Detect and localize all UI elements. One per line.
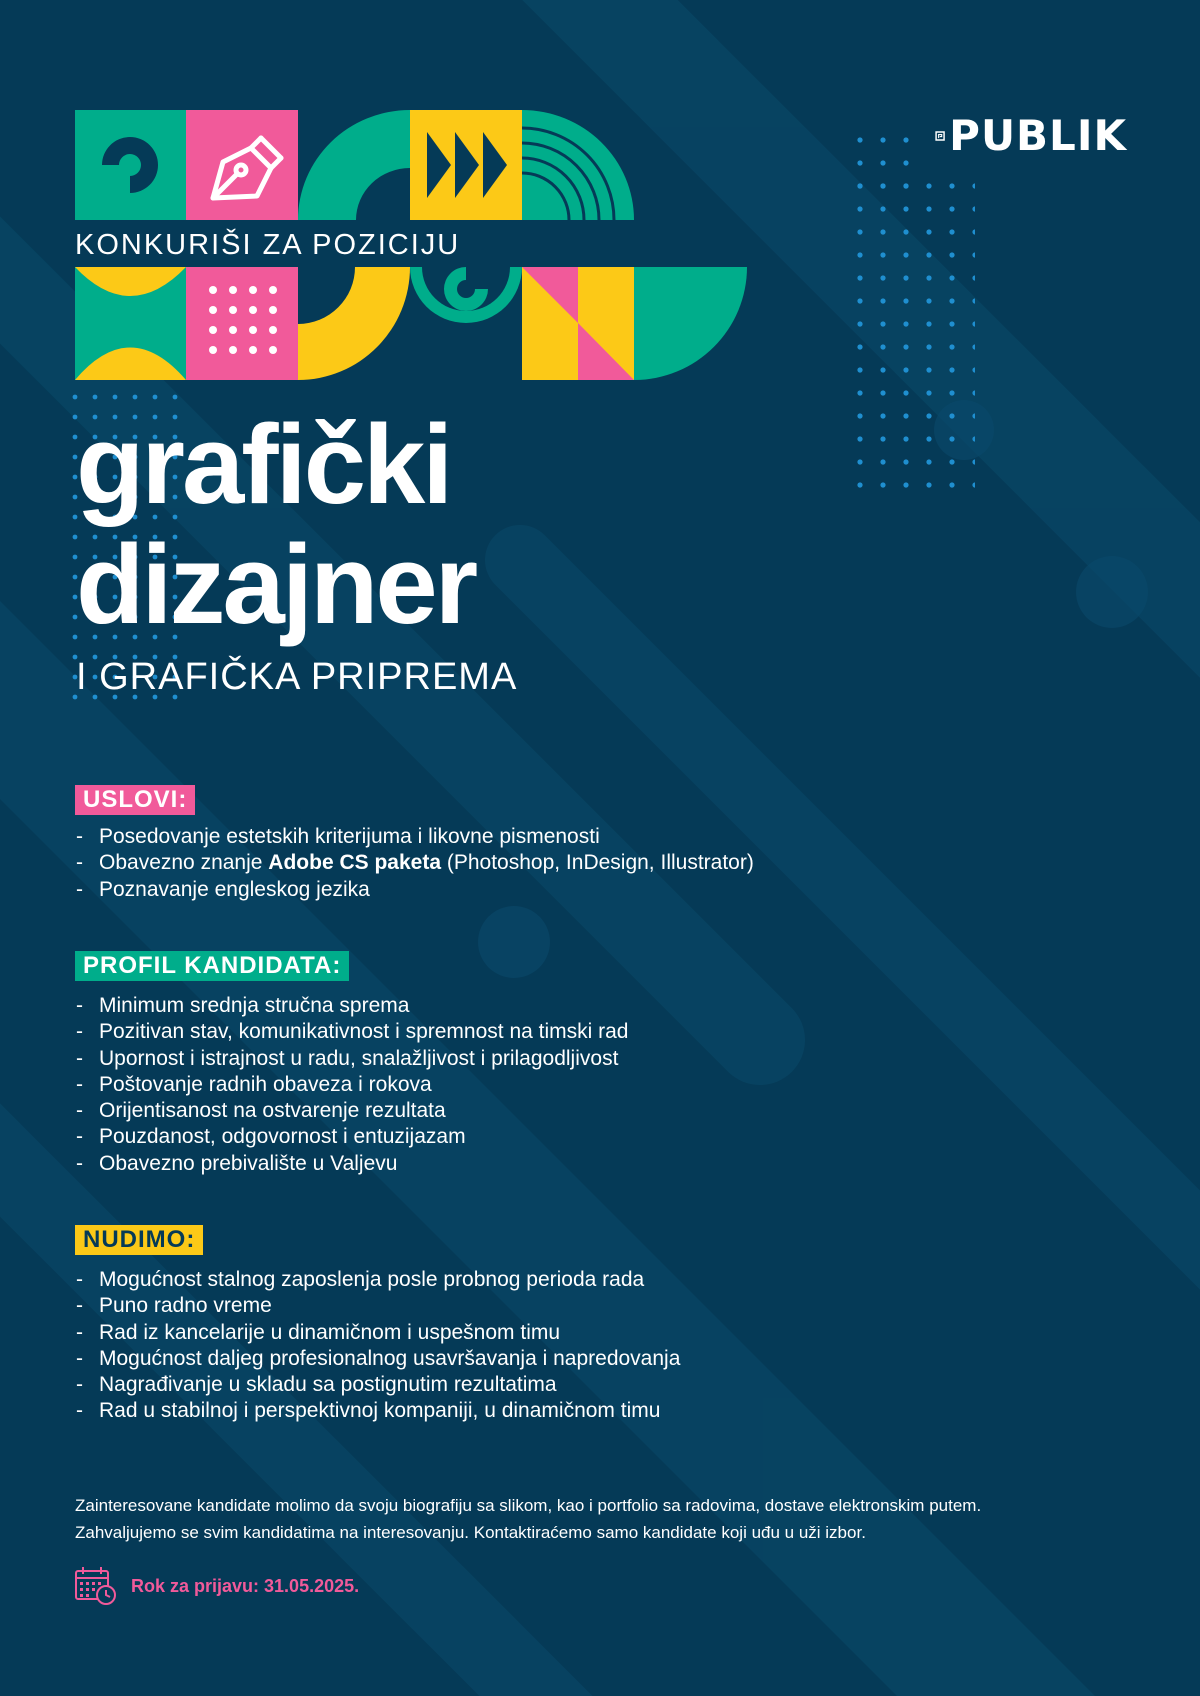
list-item: - Rad iz kancelarije u dinamičnom i uspešnom timu: [76, 1320, 561, 1344]
calendar-clock-icon: [75, 1566, 117, 1606]
position-kicker: KONKURIŠI ZA POZICIJU: [75, 229, 461, 261]
footer-line-1: Zainteresovane kandidate molimo da svoju biografiju sa slikom, kao i portfolio sa radovima, dostave elektronskim putem.: [75, 1496, 982, 1515]
list-item: - Puno radno vreme: [76, 1294, 272, 1318]
list-item: - Obavezno prebivalište u Valjevu: [76, 1151, 398, 1175]
job-title: [76, 402, 476, 647]
adobe-cs-highlight: Adobe CS paketa: [268, 851, 442, 875]
profil-list: [76, 993, 628, 1177]
list-item: - Poznavanje engleskog jezika: [76, 877, 370, 901]
dot-grid-right: [855, 135, 975, 505]
list-item: - Mogućnost stalnog zaposlenja posle probnog perioda rada: [76, 1268, 645, 1291]
list-item: - Orijentisanost na ostvarenje rezultata: [76, 1099, 446, 1123]
deadline-text: Rok za prijavu: 31.05.2025.: [131, 1575, 360, 1596]
job-title-line2: dizajner: [76, 522, 476, 647]
section-label-profil: PROFIL KANDIDATA:: [75, 951, 349, 981]
section-label-nudimo: NUDIMO:: [75, 1225, 203, 1255]
list-item: - Pouzdanost, odgovornost i entuzijazam: [76, 1125, 466, 1149]
list-item: - Minimum srednja stručna sprema: [76, 994, 410, 1017]
list-item: - Mogućnost daljeg profesionalnog usavršavanja i napredovanja: [76, 1346, 681, 1370]
list-item: - Poštovanje radnih obaveza i rokova: [76, 1072, 432, 1096]
list-item: - Nagrađivanje u skladu sa postignutim rezultatima: [76, 1373, 557, 1397]
logo-wordmark: PUBLIK: [949, 111, 1127, 160]
deadline: [75, 1566, 359, 1606]
list-item: - Pozitivan stav, komunikativnost i spremnost na timski rad: [76, 1020, 629, 1044]
list-item: - Rad u stabilnoj i perspektivnoj kompaniji, u dinamičnom timu: [76, 1399, 661, 1423]
footer-note: [75, 1492, 1135, 1546]
footer-line-2: Zahvaljujemo se svim kandidatima na interesovanju. Kontaktiraćemo samo kandidate koji uđu u uži izbor.: [75, 1523, 866, 1542]
uslovi-list: [76, 824, 754, 903]
section-label-uslovi: USLOVI:: [75, 785, 195, 815]
list-item: - Posedovanje estetskih kriterijuma i likovne pismenosti: [76, 825, 600, 848]
job-title-line1: grafički: [76, 402, 451, 527]
list-item: - Obavezno znanje Adobe CS paketa (Photoshop, InDesign, Illustrator): [76, 851, 754, 875]
nudimo-list: [76, 1267, 680, 1425]
list-item: - Upornost i istrajnost u radu, snalažljivost i prilagodljivost: [76, 1046, 619, 1070]
job-subtitle: I GRAFIČKA PRIPREMA: [76, 656, 518, 698]
